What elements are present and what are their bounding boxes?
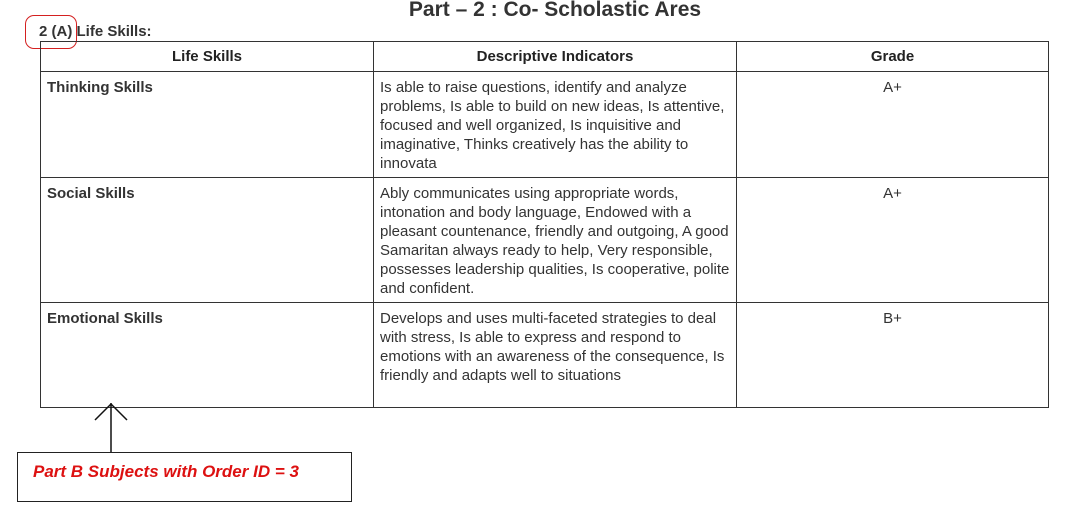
skill-indicators-emotional: Develops and uses multi-faceted strategies to deal with stress, Is able to express and respond to emotions with an awareness of the consequence, Is friendly and adapts well to situations	[374, 303, 737, 408]
header-life-skills: Life Skills	[41, 42, 374, 72]
skill-grade-thinking: A+	[737, 72, 1049, 178]
page-title: Part – 2 : Co- Scholastic Ares	[408, 0, 702, 21]
section-number: 2 (A)	[39, 23, 73, 40]
skill-indicators-social: Ably communicates using appropriate words, intonation and body language, Endowed with a pleasant countenance, friendly and outgoing, A good Samaritan always ready to help, Very responsible, possesses leadership qualities, Is cooperative, polite and confident.	[374, 178, 737, 303]
section-title: Life Skills:	[76, 23, 152, 40]
up-arrow-icon	[94, 402, 130, 454]
header-descriptive-indicators: Descriptive Indicators	[374, 42, 737, 72]
table-row	[41, 178, 1049, 303]
skill-name-thinking: Thinking Skills	[41, 72, 374, 178]
skill-grade-social: A+	[737, 178, 1049, 303]
skill-grade-emotional: B+	[737, 303, 1049, 408]
table-header-row	[41, 42, 1049, 72]
skill-name-emotional: Emotional Skills	[41, 303, 374, 408]
annotation-callout: Part B Subjects with Order ID = 3	[17, 452, 352, 502]
header-grade: Grade	[737, 42, 1049, 72]
skill-name-social: Social Skills	[41, 178, 374, 303]
table-row	[41, 303, 1049, 408]
skill-indicators-thinking: Is able to raise questions, identify and analyze problems, Is able to build on new ideas, Is attentive, focused and well organized, Is inquisitive and imaginative, Thinks creatively has the ability to innovata	[374, 72, 737, 178]
life-skills-table	[40, 41, 1049, 408]
table-row	[41, 72, 1049, 178]
